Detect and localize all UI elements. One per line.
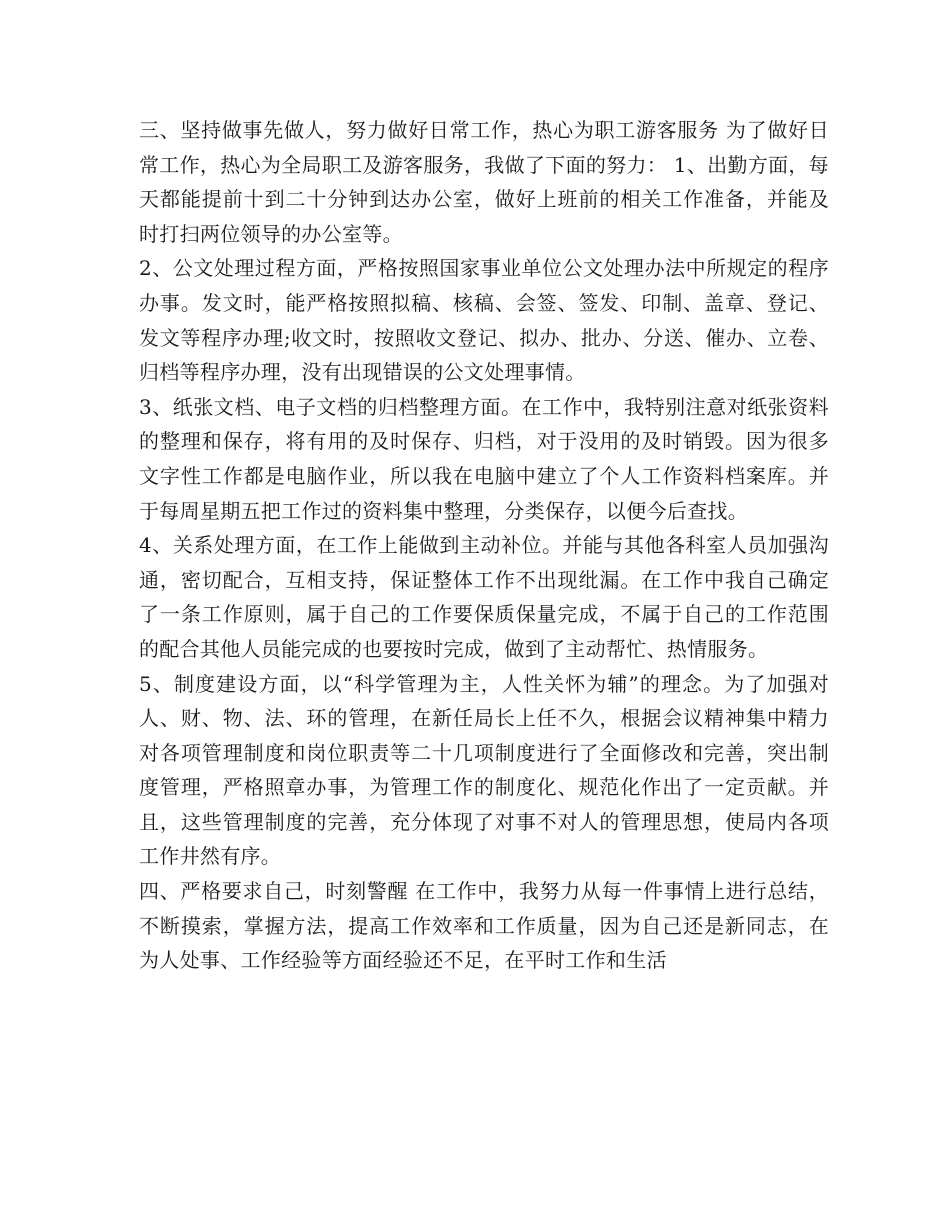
paragraph-2: 2、公文处理过程方面，严格按照国家事业单位公文处理办法中所规定的程序办事。发文时，能严格按照拟稿、核稿、会签、签发、印制、盖章、登记、发文等程序办理;收文时，按照收文登记、拟办、批办、分送、催办、立卷、归档等程序办理，没有出现错误的公文处理事情。 [139,256,829,385]
paragraph-4: 4、关系处理方面，在工作上能做到主动补位。并能与其他各科室人员加强沟通，密切配合，互相支持，保证整体工作不出现纰漏。在工作中我自己确定了一条工作原则，属于自己的工作要保质保量完成，不属于自己的工作范围的配合其他人员能完成的也要按时完成，做到了主动帮忙、热情服务。 [139,533,829,661]
paragraph-1: 三、坚持做事先做人，努力做好日常工作，热心为职工游客服务 为了做好日常工作，热心为全局职工及游客服务，我做了下面的努力： 1、出勤方面，每天都能提前十到二十分钟到达办公室，做好上班前的相关工作准备，并能及时打扫两位领导的办公室等。 [139,118,829,246]
paragraph-5: 5、制度建设方面，以“科学管理为主，人性关怀为辅”的理念。为了加强对人、财、物、法、环的管理，在新任局长上任不久，根据会议精神集中精力对各项管理制度和岗位职责等二十几项制度进行了全面修改和完善，突出制度管理，严格照章办事，为管理工作的制度化、规范化作出了一定贡献。并且，这些管理制度的完善，充分体现了对事不对人的管理思想，使局内各项工作井然有序。 [139,671,829,869]
paragraph-3: 3、纸张文档、电子文档的归档整理方面。在工作中，我特别注意对纸张资料的整理和保存，将有用的及时保存、归档，对于没用的及时销毁。因为很多文字性工作都是电脑作业，所以我在电脑中建立了个人工作资料档案库。并于每周星期五把工作过的资料集中整理，分类保存，以便今后查找。 [139,394,829,523]
document-body [139,113,829,978]
paragraph-6: 四、严格要求自己，时刻警醒 在工作中，我努力从每一件事情上进行总结，不断摸索，掌握方法，提高工作效率和工作质量，因为自己还是新同志，在为人处事、工作经验等方面经验还不足，在平时工作和生活 [139,879,829,973]
